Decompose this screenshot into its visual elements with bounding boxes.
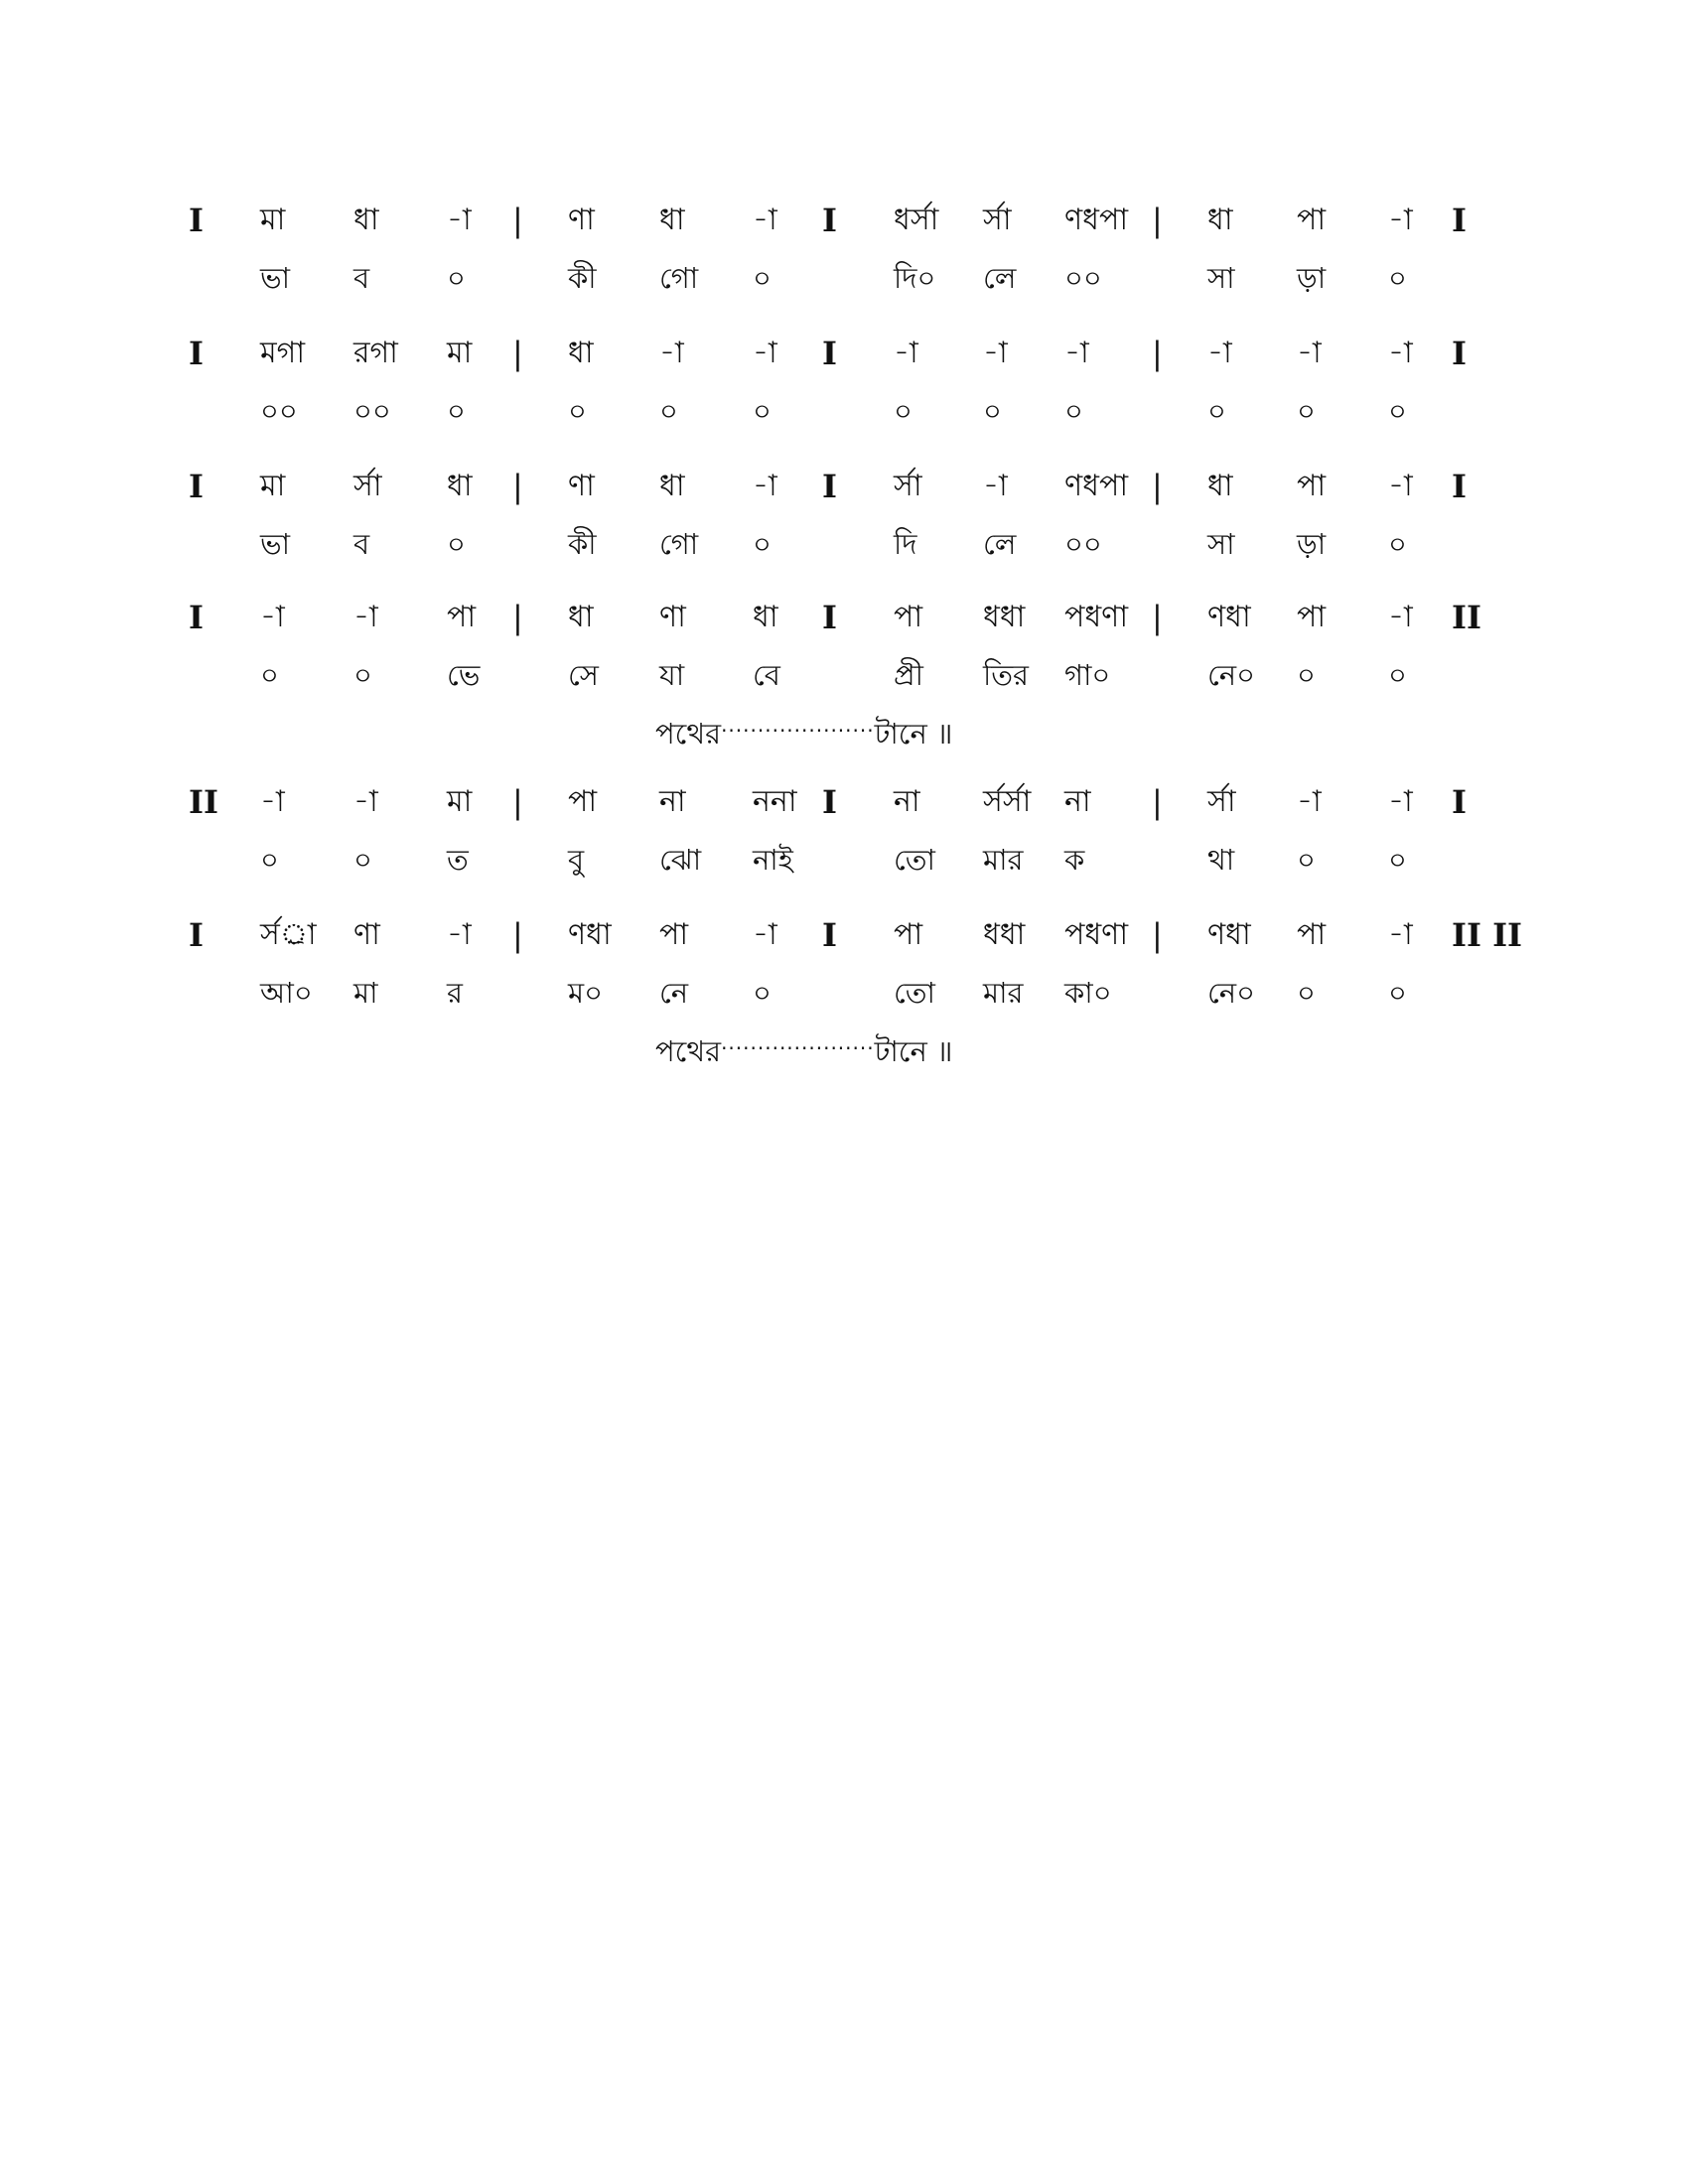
swara-note: পা — [659, 917, 689, 952]
lyric-syllable: ০ — [1388, 527, 1407, 561]
lyric-syllable: তো — [894, 843, 935, 877]
lyric-syllable: গা০ — [1064, 658, 1111, 692]
swara-note: র্সা — [894, 469, 922, 503]
swara-note: ধা — [753, 600, 778, 634]
swara-note: -া — [1388, 336, 1413, 370]
lyric-syllable: গো — [659, 261, 699, 295]
lyric-syllable: ০ — [659, 394, 678, 428]
swara-note: -া — [753, 469, 777, 503]
swara-note: ধা — [659, 203, 685, 237]
lyric-syllable: বু — [568, 843, 585, 877]
barline: I — [189, 468, 204, 505]
lyric-syllable: ০ — [447, 394, 466, 428]
barline: I — [1452, 468, 1467, 505]
swara-note: র্সর্সা — [983, 784, 1032, 819]
barline: I — [189, 916, 204, 954]
lyric-syllable: ০০ — [260, 394, 298, 428]
lyric-syllable: ০ — [753, 261, 772, 295]
swara-note: ধা — [1207, 469, 1233, 503]
barline: | — [512, 468, 523, 505]
swara-row — [0, 465, 1688, 508]
barline: | — [1152, 202, 1163, 239]
lyric-syllable: ০ — [353, 843, 372, 877]
barline: | — [512, 599, 523, 636]
swara-note: মা — [447, 336, 473, 370]
lyric-row — [0, 653, 1688, 697]
swara-note: না — [894, 784, 920, 819]
refrain-dots: ····················· — [721, 719, 875, 743]
swara-note: ণধা — [1207, 600, 1251, 634]
swara-note: পা — [447, 600, 477, 634]
barline: | — [1152, 916, 1163, 954]
barline: | — [1152, 468, 1163, 505]
barline: II — [189, 783, 218, 821]
lyric-row — [0, 256, 1688, 300]
refrain-end: টানে ॥ — [874, 717, 953, 751]
swara-note: র্সা — [1207, 784, 1236, 819]
swara-note: ননা — [753, 784, 797, 819]
lyric-syllable: ০ — [260, 843, 279, 877]
swara-note: -া — [983, 469, 1008, 503]
barline: I — [1452, 335, 1467, 372]
lyric-row — [0, 971, 1688, 1015]
swara-note: -া — [260, 600, 285, 634]
lyric-syllable: নে০ — [1207, 658, 1255, 692]
lyric-syllable: ০ — [1064, 394, 1083, 428]
lyric-syllable: ০ — [1297, 976, 1316, 1010]
refrain-end: টানে ॥ — [874, 1034, 953, 1068]
barline: | — [512, 335, 523, 372]
swara-note: পধণা — [1064, 917, 1129, 952]
lyric-syllable: ০ — [447, 527, 466, 561]
swara-note: রগা — [353, 336, 398, 370]
swara-note: ধা — [353, 203, 379, 237]
lyric-syllable: কা০ — [1064, 976, 1112, 1010]
barline: | — [1152, 335, 1163, 372]
lyric-syllable: নাই — [753, 843, 793, 877]
swara-note: -া — [1388, 917, 1413, 952]
swara-note: ণধা — [1207, 917, 1251, 952]
swara-note: পা — [1297, 469, 1327, 503]
lyric-syllable: ০ — [894, 394, 913, 428]
lyric-syllable: ০ — [1297, 658, 1316, 692]
swara-note: -া — [447, 917, 472, 952]
swara-note: -া — [1388, 203, 1413, 237]
lyric-syllable: ভে — [447, 658, 481, 692]
lyric-syllable: প্রী — [894, 658, 923, 692]
lyric-syllable: ত — [447, 843, 469, 877]
swara-note: ণা — [353, 917, 380, 952]
swara-note: -া — [353, 784, 378, 819]
barline: II II — [1452, 916, 1523, 954]
swara-note: -া — [353, 600, 378, 634]
swara-note: পা — [1297, 917, 1327, 952]
swara-note: মা — [447, 784, 473, 819]
swara-note: -া — [753, 917, 777, 952]
swara-note: -া — [894, 336, 918, 370]
swara-note: ধা — [659, 469, 685, 503]
barline: I — [1452, 202, 1467, 239]
lyric-syllable: ০ — [1207, 394, 1226, 428]
swara-note: পা — [894, 600, 923, 634]
swara-note: ণধা — [568, 917, 612, 952]
lyric-syllable: মার — [983, 976, 1024, 1010]
lyric-syllable: ০০ — [353, 394, 391, 428]
barline: | — [512, 202, 523, 239]
lyric-syllable: র — [447, 976, 463, 1010]
barline: I — [822, 468, 837, 505]
lyric-row — [0, 389, 1688, 433]
lyric-syllable: কী — [568, 261, 597, 295]
lyric-syllable: ০০ — [1064, 261, 1102, 295]
swara-note: না — [659, 784, 686, 819]
swara-note: ধা — [1207, 203, 1233, 237]
swara-note: ধধা — [983, 917, 1026, 952]
refrain-start: পথের — [655, 717, 722, 751]
lyric-syllable: ০ — [1388, 843, 1407, 877]
refrain-start: পথের — [655, 1034, 722, 1068]
swara-note: ধধা — [983, 600, 1026, 634]
lyric-syllable: ০ — [1297, 843, 1316, 877]
swara-note: -া — [753, 203, 777, 237]
lyric-syllable: ঝো — [659, 843, 702, 877]
swara-note: ণধপা — [1064, 469, 1129, 503]
refrain-dots: ····················· — [721, 1036, 875, 1060]
swara-note: -া — [1297, 336, 1322, 370]
swara-note: -া — [1064, 336, 1089, 370]
barline: I — [822, 783, 837, 821]
lyric-syllable: ব — [353, 527, 370, 561]
lyric-syllable: গো — [659, 527, 699, 561]
lyric-syllable: ০ — [753, 976, 772, 1010]
lyric-syllable: যা — [659, 658, 685, 692]
lyric-syllable: সা — [1207, 261, 1235, 295]
lyric-syllable: ভা — [260, 527, 291, 561]
lyric-syllable: ব — [353, 261, 370, 295]
lyric-syllable: ০ — [1388, 976, 1407, 1010]
lyric-syllable: সা — [1207, 527, 1235, 561]
swara-note: -া — [1207, 336, 1232, 370]
lyric-syllable: ০০ — [1064, 527, 1102, 561]
lyric-row — [0, 522, 1688, 566]
lyric-syllable: ড়া — [1297, 261, 1327, 295]
swara-row — [0, 596, 1688, 639]
barline: I — [822, 916, 837, 954]
barline: | — [512, 783, 523, 821]
lyric-syllable: ০ — [260, 658, 279, 692]
lyric-row — [0, 838, 1688, 882]
barline: I — [822, 599, 837, 636]
barline: I — [189, 599, 204, 636]
swara-note: র্সা — [353, 469, 382, 503]
swara-note: -া — [1388, 469, 1413, 503]
lyric-syllable: ০ — [753, 394, 772, 428]
swara-note: পধণা — [1064, 600, 1129, 634]
lyric-syllable: ভা — [260, 261, 291, 295]
lyric-syllable: মা — [353, 976, 378, 1010]
swara-note: ধা — [447, 469, 473, 503]
barline: II — [1452, 599, 1481, 636]
swara-note: পা — [568, 784, 598, 819]
swara-note: ণধপা — [1064, 203, 1129, 237]
lyric-syllable: ০ — [1297, 394, 1316, 428]
lyric-syllable: মার — [983, 843, 1024, 877]
swara-note: র্সর্া — [260, 917, 317, 952]
swara-note: র্সা — [983, 203, 1012, 237]
lyric-syllable: ড়া — [1297, 527, 1327, 561]
swara-row — [0, 780, 1688, 824]
swara-note: -া — [1388, 600, 1413, 634]
lyric-syllable: নে০ — [1207, 976, 1255, 1010]
barline: | — [1152, 599, 1163, 636]
swara-note: পা — [1297, 203, 1327, 237]
barline: I — [1452, 783, 1467, 821]
swara-note: -া — [260, 784, 285, 819]
lyric-syllable: দি — [894, 527, 917, 561]
swara-note: না — [1064, 784, 1091, 819]
swara-note: -া — [1297, 784, 1322, 819]
refrain-cue — [655, 1026, 952, 1073]
barline: I — [822, 335, 837, 372]
lyric-syllable: ০ — [1388, 394, 1407, 428]
swara-note: ধা — [568, 600, 594, 634]
swara-note: ণা — [568, 469, 595, 503]
barline: I — [189, 202, 204, 239]
lyric-syllable: ০ — [1388, 658, 1407, 692]
lyric-syllable: কী — [568, 527, 597, 561]
swara-note: মা — [260, 203, 286, 237]
lyric-syllable: ০ — [447, 261, 466, 295]
swara-note: ণা — [659, 600, 686, 634]
lyric-syllable: দি০ — [894, 261, 936, 295]
barline: | — [512, 916, 523, 954]
swara-note: ধর্সা — [894, 203, 939, 237]
swara-note: -া — [659, 336, 684, 370]
lyric-syllable: আ০ — [260, 976, 313, 1010]
lyric-syllable: ০ — [753, 527, 772, 561]
lyric-syllable: ০ — [983, 394, 1002, 428]
barline: I — [189, 335, 204, 372]
lyric-syllable: নে — [659, 976, 689, 1010]
lyric-syllable: ০ — [568, 394, 587, 428]
swara-note: পা — [894, 917, 923, 952]
swara-note: -া — [447, 203, 472, 237]
swara-note: ণা — [568, 203, 595, 237]
lyric-syllable: সে — [568, 658, 599, 692]
swara-note: ধা — [568, 336, 594, 370]
lyric-syllable: লে — [983, 261, 1017, 295]
swara-note: মগা — [260, 336, 306, 370]
lyric-syllable: ক — [1064, 843, 1085, 877]
lyric-syllable: ০ — [1388, 261, 1407, 295]
barline: I — [822, 202, 837, 239]
barline: | — [1152, 783, 1163, 821]
lyric-syllable: লে — [983, 527, 1017, 561]
swara-note: -া — [983, 336, 1008, 370]
lyric-syllable: তো — [894, 976, 935, 1010]
refrain-cue — [655, 709, 952, 755]
swara-row — [0, 332, 1688, 375]
swara-note: মা — [260, 469, 286, 503]
lyric-syllable: ম০ — [568, 976, 603, 1010]
lyric-syllable: ০ — [353, 658, 372, 692]
lyric-syllable: থা — [1207, 843, 1235, 877]
swara-row — [0, 199, 1688, 242]
lyric-syllable: বে — [753, 658, 780, 692]
swara-note: -া — [1388, 784, 1413, 819]
swara-row — [0, 913, 1688, 957]
lyric-syllable: তির — [983, 658, 1030, 692]
swara-note: -া — [753, 336, 777, 370]
swara-note: পা — [1297, 600, 1327, 634]
